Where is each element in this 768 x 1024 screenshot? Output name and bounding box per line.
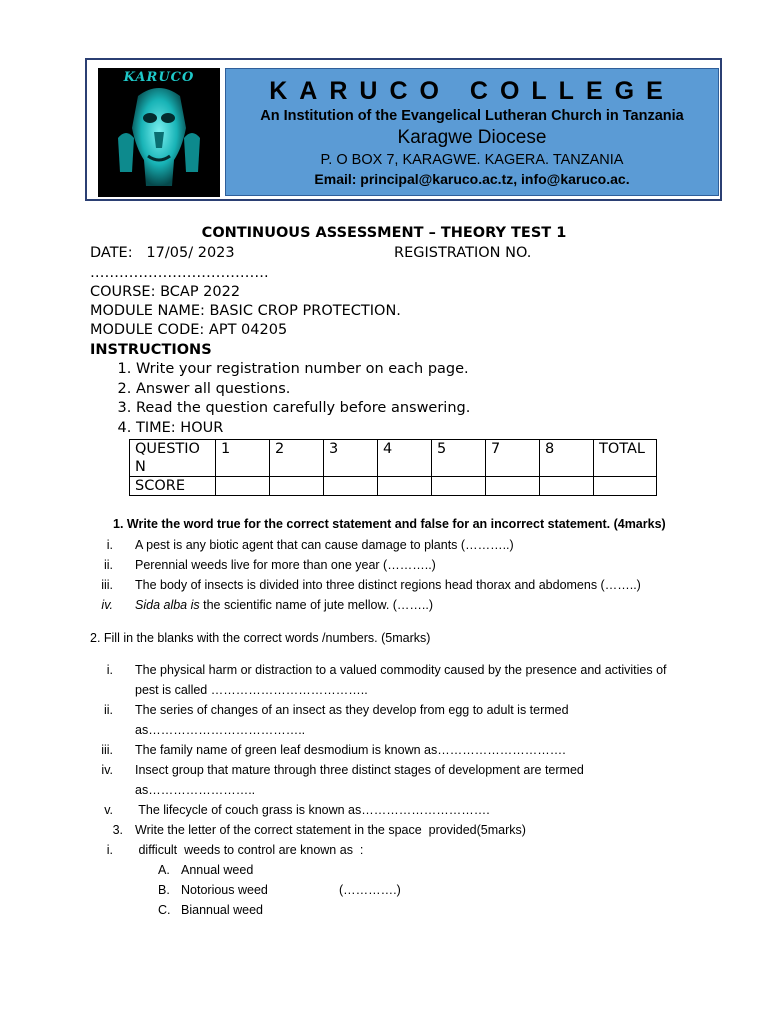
score-label-cell: SCORE (130, 477, 216, 496)
letterhead (85, 58, 722, 201)
question-number-cell: 5 (432, 440, 486, 477)
date-line: DATE: 17/05/ 2023 (90, 245, 235, 261)
question-1-item: A pest is any biotic agent that can cause damage to plants (………..) (135, 538, 514, 552)
address-line: P. O BOX 7, KARAGWE. KAGERA. TANZANIA (320, 152, 624, 168)
item-number: i. (106, 843, 113, 857)
option-text: Biannual weed (181, 903, 264, 917)
question-2-item-cont: as…………………….. (135, 783, 256, 797)
item-number: iii. (101, 578, 113, 592)
email-line: Email: principal@karuco.ac.tz, info@karuco.ac. (314, 171, 630, 187)
instruction-item: 3. Read the question carefully before answering. (136, 399, 470, 419)
question-number-cell: 7 (486, 440, 540, 477)
question-3 (0, 820, 768, 920)
logo-text: KARUCO (123, 70, 195, 85)
question-number-cell: 4 (378, 440, 432, 477)
item-number: i. (106, 538, 113, 552)
question-number-cell: 1 (216, 440, 270, 477)
college-name: KARUCO COLLEGE (269, 77, 675, 105)
total-score-cell[interactable] (594, 477, 657, 496)
instructions-heading: INSTRUCTIONS (90, 342, 212, 358)
letterhead-banner (225, 68, 719, 196)
diocese-line: Karagwe Diocese (397, 127, 547, 148)
item-number: iv. (101, 598, 113, 612)
score-cell[interactable] (216, 477, 270, 496)
mask-emblem-icon (98, 68, 220, 197)
module-code-line: MODULE CODE: APT 04205 (90, 322, 288, 338)
score-cell[interactable] (270, 477, 324, 496)
option-letter: C. (158, 903, 171, 917)
question-1-item: Perennial weeds live for more than one year (………..) (135, 558, 436, 572)
score-cell[interactable] (540, 477, 594, 496)
score-cell[interactable] (378, 477, 432, 496)
score-cell[interactable] (432, 477, 486, 496)
score-row (130, 477, 657, 496)
total-header-cell: TOTAL (594, 440, 657, 477)
option-letter: A. (158, 863, 170, 877)
item-number: iii. (101, 743, 113, 757)
question-number-cell: 3 (324, 440, 378, 477)
question-3-item: difficult weeds to control are known as : (135, 843, 364, 857)
question-1-item: The body of insects is divided into three distinct regions head thorax and abdomens (……..) (135, 578, 641, 592)
option-letter: B. (158, 883, 170, 897)
institution-line: An Institution of the Evangelical Lutheran Church in Tanzania (260, 108, 684, 124)
question-1-heading: 1. Write the word true for the correct statement and false for an incorrect statement. (4marks) (113, 517, 666, 531)
question-number-cell: 8 (540, 440, 594, 477)
question-2-item: The family name of green leaf desmodium is known as…………………………. (135, 743, 566, 757)
question-2-item-cont: pest is called ……………………………….. (135, 683, 368, 697)
question-2-item: Insect group that mature through three distinct stages of development are termed (135, 763, 584, 777)
module-name-line: MODULE NAME: BASIC CROP PROTECTION. (90, 303, 401, 319)
item-number: i. (106, 663, 113, 677)
exam-title: CONTINUOUS ASSESSMENT – THEORY TEST 1 (201, 225, 567, 241)
instructions-list (112, 360, 470, 438)
question-2-item: The physical harm or distraction to a valued commodity caused by the presence and activities of (135, 663, 667, 677)
question-2-item-cont: as……………………………….. (135, 723, 306, 737)
question-header-cell: QUESTIO N (130, 440, 216, 477)
answer-blank[interactable]: (………….) (339, 883, 401, 897)
course-line: COURSE: BCAP 2022 (90, 284, 241, 300)
score-table (129, 439, 657, 496)
question-3-heading: Write the letter of the correct statement in the space provided(5marks) (135, 823, 526, 837)
question-2-item: The series of changes of an insect as they develop from egg to adult is termed (135, 703, 569, 717)
score-cell[interactable] (324, 477, 378, 496)
question-2-list (0, 660, 768, 830)
item-number: ii. (103, 703, 113, 717)
question-2-heading: 2. Fill in the blanks with the correct words /numbers. (5marks) (90, 631, 431, 645)
item-number: v. (104, 803, 113, 817)
instruction-item: 4. TIME: HOUR (136, 419, 470, 439)
option-text: Annual weed (181, 863, 254, 877)
instruction-item: 1. Write your registration number on each page. (136, 360, 470, 380)
score-cell[interactable] (486, 477, 540, 496)
question-1-item: Sida alba is the scientific name of jute mellow. (……..) (135, 598, 434, 612)
registration-label: REGISTRATION NO. (394, 245, 532, 261)
question-number-cell: 2 (270, 440, 324, 477)
item-number: iv. (101, 763, 113, 777)
item-number: 3. (112, 823, 123, 837)
question-2-item: The lifecycle of couch grass is known as…………………………. (135, 803, 490, 817)
registration-dots: ………………………………. (90, 265, 269, 281)
score-table-header-row (130, 440, 657, 477)
instruction-item: 2. Answer all questions. (136, 380, 470, 400)
college-logo (98, 68, 220, 197)
item-number: ii. (103, 558, 113, 572)
question-1-list (0, 535, 768, 615)
option-text: Notorious weed (181, 883, 268, 897)
